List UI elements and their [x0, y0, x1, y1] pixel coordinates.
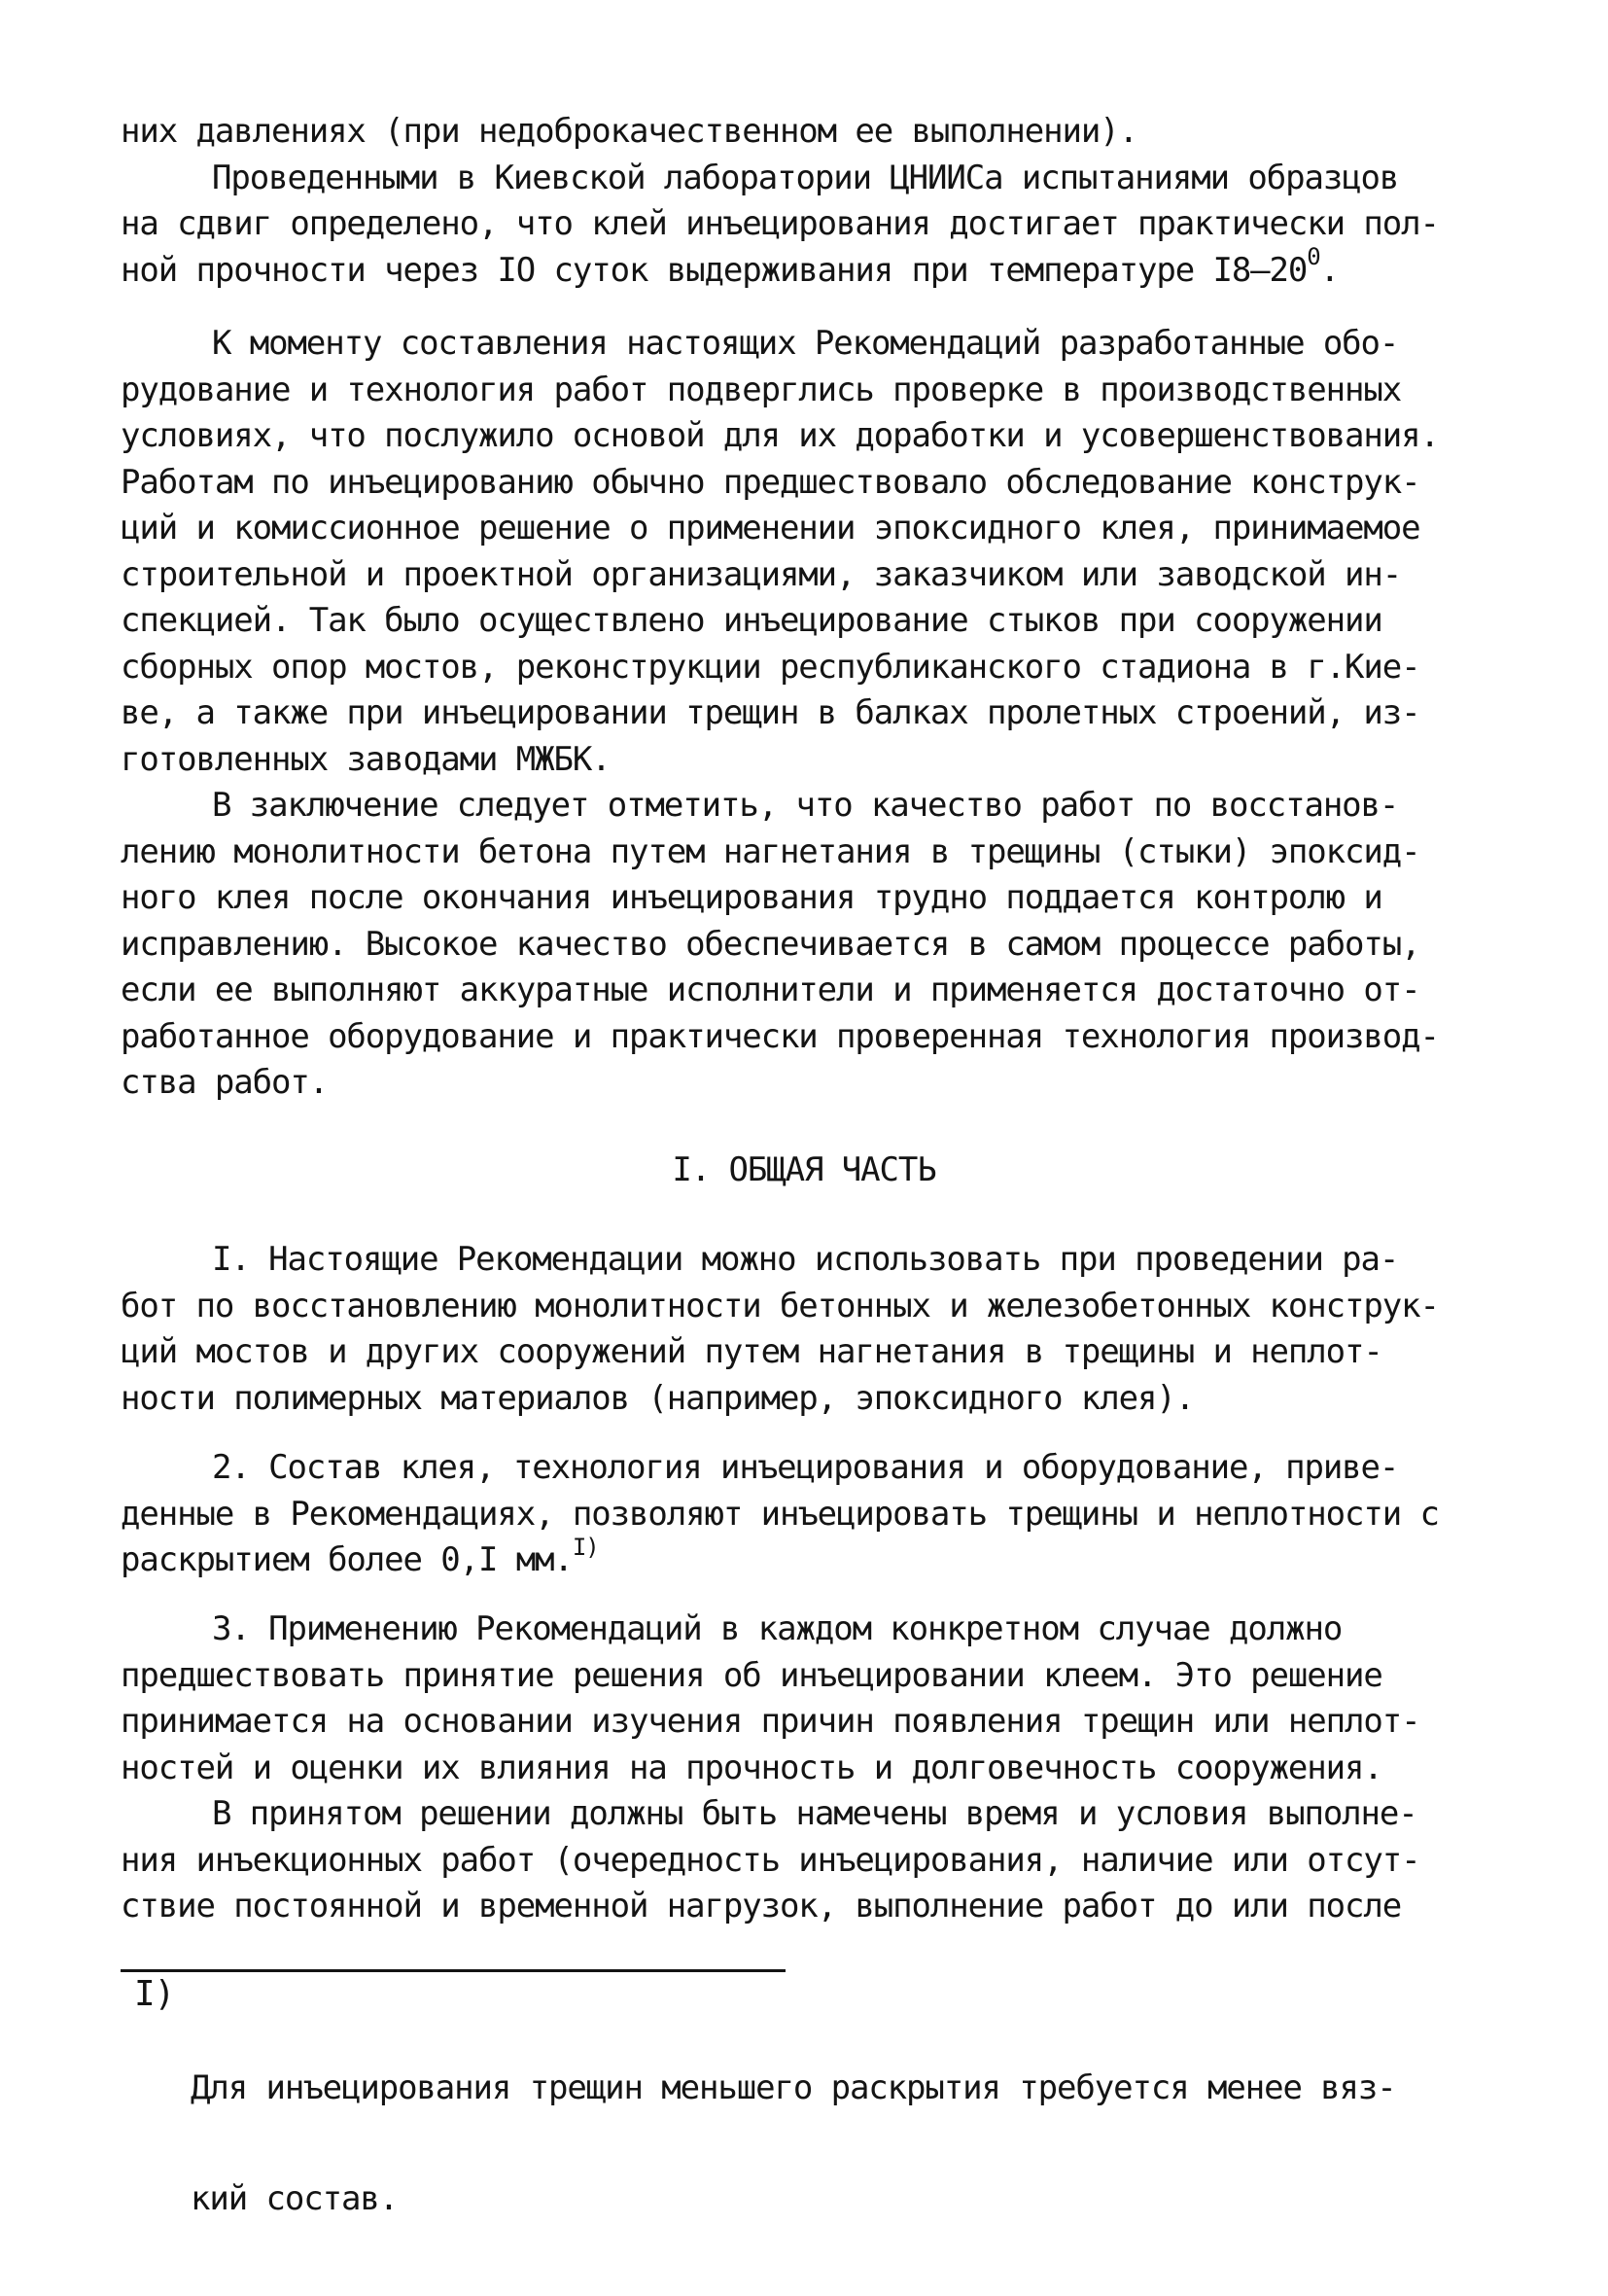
text-line: ций мостов и других сооружений путем нагнетания в трещины и неплот- — [121, 1332, 1382, 1371]
section-heading: I. ОБЩАЯ ЧАСТЬ — [672, 1150, 936, 1189]
footnote-text — [191, 1996, 1396, 2291]
text-fragment: . — [1319, 250, 1340, 290]
text-line: бот по восстановлению монолитности бетонных и железобетонных конструк- — [121, 1286, 1439, 1325]
footnote-divider — [121, 1969, 786, 1972]
text-line — [121, 243, 1482, 295]
text-line: спекцией. Так было осуществлено инъецирование стыков при сооружении — [121, 601, 1382, 640]
degree-superscript: 0 — [1307, 243, 1320, 271]
text-line: Для инъецирования трещин меньшего раскрытия требуется менее вяз- — [191, 2068, 1396, 2107]
text-line: работанное оборудование и практически проверенная технология производ- — [121, 1016, 1439, 1056]
text-line: кий состав. — [191, 2179, 399, 2218]
text-line: них давлениях (при недоброкачественном ее выполнении). — [121, 112, 1137, 151]
text-line: К моменту составления настоящих Рекомендаций разработанные обо- — [212, 324, 1399, 363]
text-line: ностей и оценки их влияния на прочность и долговечность сооружения. — [121, 1748, 1382, 1787]
text-line: на сдвиг определено, что клей инъецирования достигает практически пол- — [121, 204, 1439, 243]
text-fragment: раскрытием более 0,I мм. — [121, 1540, 573, 1579]
text-line: сборных опор мостов, реконструкции республиканского стадиона в г.Кие- — [121, 647, 1420, 687]
text-line: I. Настоящие Рекомендации можно использовать при проведении ра- — [212, 1240, 1399, 1279]
text-line: 3. Применению Рекомендаций в каждом конкретном случае должно — [212, 1609, 1343, 1648]
text-line: ного клея после окончания инъецирования трудно поддается контролю и — [121, 878, 1382, 917]
text-line: ций и комиссионное решение о применении эпоксидного клея, принимаемое — [121, 509, 1420, 548]
text-line: Проведенными в Киевской лаборатории ЦНИИСа испытаниями образцов — [212, 158, 1399, 197]
text-line: предшествовать принятие решения об инъецировании клеем. Это решение — [121, 1655, 1382, 1695]
text-line: ве, а также при инъецировании трещин в балках пролетных строений, из- — [121, 693, 1420, 732]
text-line: рудование и технология работ подверглись проверке в производственных — [121, 370, 1402, 409]
text-line: принимается на основании изучения причин появления трещин или неплот- — [121, 1702, 1420, 1741]
text-line: В заключение следует отметить, что качество работ по восстанов- — [212, 786, 1399, 825]
text-line — [121, 1533, 1482, 1584]
text-line: В принятом решении должны быть намечены время и условия выполне- — [212, 1794, 1417, 1833]
text-line: условиях, что послужило основой для их доработки и усовершенствования. — [121, 416, 1439, 455]
text-line: если ее выполняют аккуратные исполнители и применяется достаточно от- — [121, 971, 1420, 1009]
text-line: ства работ. — [121, 1063, 329, 1102]
text-line: ности полимерных материалов (например, эпоксидного клея). — [121, 1378, 1195, 1418]
footnote-mark: I) — [134, 1974, 175, 2014]
text-line: строительной и проектной организациями, заказчиком или заводской ин- — [121, 554, 1402, 594]
section-item-2 — [121, 1445, 1482, 1584]
section-item-3 — [121, 1607, 1482, 1930]
text-line: исправлению. Высокое качество обеспечивается в самом процессе работы, — [121, 924, 1420, 964]
text-line: готовленных заводами МЖБК. — [121, 739, 611, 779]
text-line: Работам по инъецированию обычно предшествовало обследование конструк- — [121, 462, 1420, 502]
text-fragment: ной прочности через IO суток выдерживания при температуре I8–20 — [121, 250, 1308, 290]
text-line: ния инъекционных работ (очередность инъецирования, наличие или отсут- — [121, 1840, 1420, 1880]
text-line: лению монолитности бетона путем нагнетания в трещины (стыки) эпоксид- — [121, 831, 1420, 871]
text-line: 2. Состав клея, технология инъецирования и оборудование, приве- — [212, 1448, 1399, 1487]
text-line: денные в Рекомендациях, позволяют инъецировать трещины и неплотности с — [121, 1494, 1439, 1534]
intro-paragraph-testing — [121, 109, 1482, 294]
footnote-reference: I) — [572, 1533, 599, 1561]
intro-paragraph-practice — [121, 321, 1482, 1107]
text-line: ствие постоянной и временной нагрузок, выполнение работ до или после — [121, 1887, 1402, 1925]
section-item-1 — [121, 1237, 1482, 1422]
